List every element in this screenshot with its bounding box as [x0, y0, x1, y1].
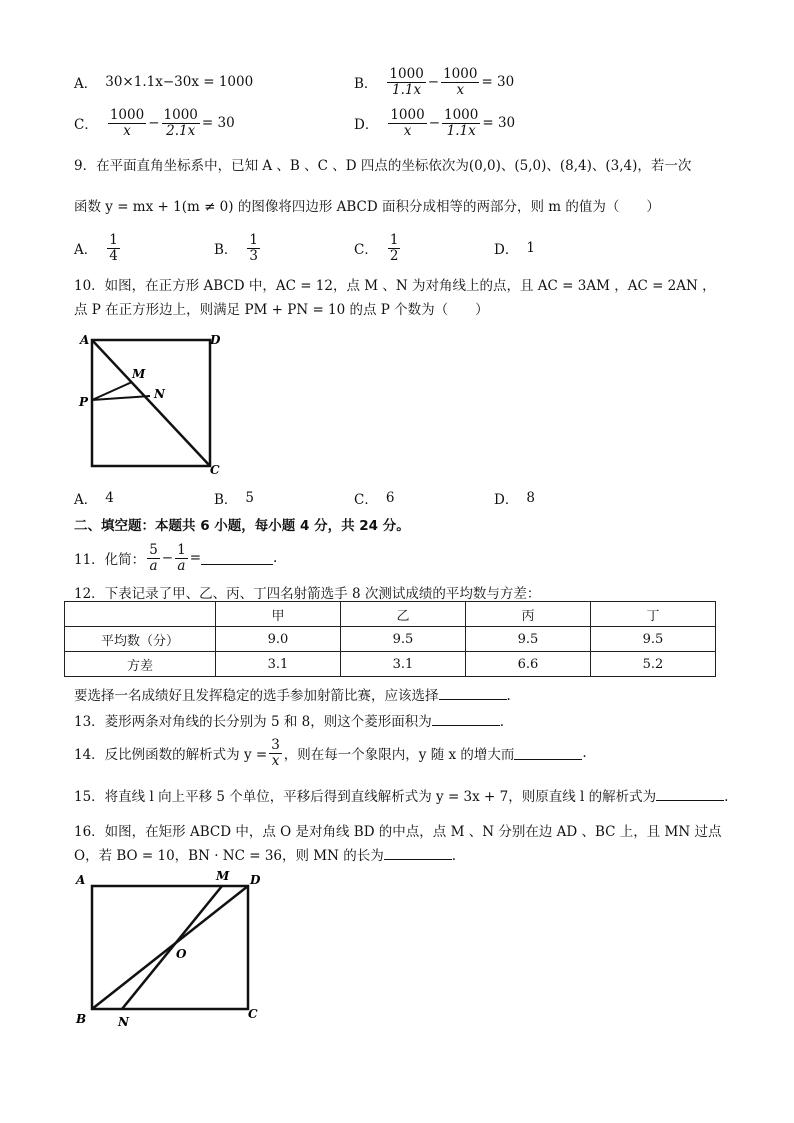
- label-o: O: [176, 947, 187, 961]
- q10-stem-line-1: 10．如图，在正方形 ABCD 中，AC = 12，点 M 、N 为对角线上的点，且 AC = 3AM ，AC = 2AN ，: [74, 278, 716, 294]
- label-a: A: [80, 333, 90, 347]
- denominator: 2.1x: [166, 122, 196, 139]
- equals-sign: =: [189, 550, 201, 566]
- table-cell: 9.5: [466, 627, 591, 652]
- denominator: a: [177, 557, 186, 574]
- label-c: C: [210, 463, 220, 477]
- minus-sign: −: [428, 115, 440, 131]
- q9-option-d: [494, 228, 535, 268]
- option-value: 4: [105, 490, 114, 506]
- numerator: 1: [177, 542, 186, 559]
- minus-sign: −: [427, 74, 440, 90]
- q8-option-b: [354, 62, 514, 102]
- denominator: 2: [389, 247, 399, 264]
- fraction: [147, 543, 160, 572]
- table-cell: 平均数（分）: [65, 627, 216, 652]
- label-d: D: [250, 873, 261, 887]
- table-cell: 9.5: [341, 627, 466, 652]
- period: .: [499, 714, 505, 730]
- table-cell: 9.5: [591, 627, 716, 652]
- q12-question-text: 要选择一名成绩好且发挥稳定的选手参加射箭比赛，应该选择: [74, 688, 439, 704]
- q16-text: O，若 BO = 10，BN · NC = 36，则 MN 的长为: [74, 848, 384, 864]
- q11: [74, 538, 277, 578]
- fraction: [269, 738, 282, 767]
- option-letter: B．: [214, 242, 238, 258]
- denominator: 3: [249, 247, 259, 264]
- table-cell: 方差: [65, 652, 216, 677]
- option-letter: C．: [354, 492, 378, 508]
- denominator: 1.1x: [392, 81, 422, 98]
- period: .: [506, 688, 511, 704]
- q8-options-row-1: [74, 62, 754, 102]
- q11-suffix: .: [273, 550, 278, 566]
- table-cell: 3.1: [216, 652, 341, 677]
- answer-blank[interactable]: [384, 847, 452, 860]
- answer-blank[interactable]: [514, 747, 582, 760]
- period: .: [724, 789, 729, 805]
- q12-stem: 12．下表记录了甲、乙、丙、丁四名射箭选手 8 次测试成绩的平均数与方差：: [74, 586, 541, 602]
- numerator: 1000: [109, 107, 145, 124]
- q15-text: 15．将直线 l 向上平移 5 个单位，平移后得到直线解析式为 y = 3x + 7，则原直线 l 的解析式为: [74, 789, 657, 805]
- q10-options-row: [74, 478, 754, 518]
- q12-question: [74, 684, 511, 704]
- denominator: x: [123, 122, 131, 139]
- option-value: 1: [526, 240, 535, 256]
- q10-option-a: [74, 478, 114, 518]
- q14-prefix: 14．反比例函数的解析式为 y =: [74, 747, 268, 763]
- fraction: [247, 233, 260, 262]
- fraction: [442, 108, 480, 137]
- option-value: 6: [385, 490, 395, 506]
- q10-option-c: [354, 478, 394, 518]
- label-n: N: [154, 387, 165, 401]
- label-p: P: [79, 395, 89, 409]
- table-header-cell: 乙: [341, 602, 466, 627]
- option-letter: B．: [214, 492, 238, 508]
- period: .: [451, 848, 457, 864]
- fraction: [107, 233, 120, 262]
- table-cell: 5.2: [591, 652, 716, 677]
- fraction: [108, 108, 146, 137]
- fraction: [388, 233, 401, 262]
- q9-option-b: [214, 228, 262, 268]
- q10-stem-line-2: 点 P 在正方形边上，则满足 PM + PN = 10 的点 P 个数为（ ）: [74, 302, 489, 318]
- fraction: [162, 108, 200, 137]
- q16-stem-line-1: 16．如图，在矩形 ABCD 中，点 O 是对角线 BD 的中点，点 M 、N 分别在边 AD 、BC 上，且 MN 过点: [74, 824, 722, 840]
- answer-blank[interactable]: [439, 687, 507, 700]
- numerator: 1: [389, 232, 399, 249]
- label-b: B: [76, 1012, 87, 1026]
- q10-square-figure: [72, 330, 232, 480]
- denominator: x: [456, 81, 465, 98]
- label-m: M: [132, 367, 146, 381]
- diagonal-bd: [92, 886, 248, 1009]
- q11-prefix: 11．化简：: [74, 552, 146, 568]
- fraction: [175, 543, 188, 572]
- option-letter: A．: [74, 242, 98, 258]
- table-cell: 9.0: [216, 627, 341, 652]
- table-header-cell: 丙: [466, 602, 591, 627]
- numerator: 1: [249, 232, 259, 249]
- option-value: 8: [526, 490, 535, 506]
- numerator: 3: [271, 737, 280, 754]
- numerator: 1000: [163, 107, 198, 124]
- table-header-cell: 甲: [216, 602, 341, 627]
- option-rhs: = 30: [482, 115, 516, 131]
- label-m: M: [216, 869, 230, 883]
- diagonal-ac: [92, 340, 210, 466]
- table-header-cell: 丁: [591, 602, 716, 627]
- q13: [74, 710, 504, 730]
- q15: [74, 785, 728, 805]
- option-letter: C．: [354, 242, 378, 258]
- q16-rectangle-figure: [70, 866, 270, 1031]
- option-letter: D．: [494, 492, 519, 508]
- minus-sign: −: [161, 550, 174, 566]
- table-row: [65, 627, 716, 652]
- table-header-row: [65, 602, 716, 627]
- denominator: x: [403, 122, 412, 139]
- option-letter: C．: [74, 117, 98, 133]
- answer-blank[interactable]: [656, 788, 724, 801]
- q13-text: 13．菱形两条对角线的长分别为 5 和 8，则这个菱形面积为: [74, 714, 432, 730]
- option-rhs: = 30: [481, 74, 515, 90]
- q12-score-table: [64, 601, 716, 677]
- table-row: [65, 652, 716, 677]
- label-d: D: [210, 333, 221, 347]
- period: .: [582, 745, 587, 761]
- option-letter: A．: [74, 76, 98, 92]
- q8-option-d: [354, 103, 515, 143]
- option-value: 5: [245, 490, 255, 506]
- q14-suffix: ，则在每一个象限内，y 随 x 的增大而: [283, 747, 515, 763]
- q8-option-c: [74, 103, 235, 143]
- option-letter: A．: [74, 492, 98, 508]
- q9-option-c: [354, 228, 402, 268]
- q9-stem-line-2: 函数 y = mx + 1(m ≠ 0) 的图像将四边形 ABCD 面积分成相等的两部分，则 m 的值为（ ）: [74, 199, 660, 215]
- fraction: [388, 108, 426, 137]
- table-cell: 6.6: [466, 652, 591, 677]
- denominator: 1.1x: [446, 122, 476, 139]
- option-expression: 30×1.1x−30x = 1000: [105, 74, 254, 90]
- q14: [74, 732, 587, 774]
- q8-option-a: [74, 62, 253, 102]
- option-rhs: = 30: [201, 115, 235, 131]
- q9-option-a: [74, 228, 122, 268]
- label-n: N: [118, 1015, 129, 1029]
- fraction: [441, 67, 479, 96]
- denominator: x: [271, 752, 280, 769]
- table-header-cell: [65, 602, 216, 627]
- answer-blank[interactable]: [201, 552, 273, 565]
- section-2-title: 二、填空题：本题共 6 小题，每小题 4 分，共 24 分。: [74, 518, 410, 534]
- table-cell: 3.1: [341, 652, 466, 677]
- denominator: a: [149, 557, 158, 574]
- minus-sign: −: [148, 115, 160, 131]
- q16-stem-line-2: [74, 844, 456, 864]
- option-letter: B．: [354, 76, 378, 92]
- q8-options-row-2: [74, 103, 754, 143]
- option-letter: D．: [494, 242, 519, 258]
- numerator: 1000: [443, 66, 478, 83]
- label-c: C: [248, 1007, 258, 1021]
- q9-stem-line-1: 9．在平面直角坐标系中，已知 A 、B 、C 、D 四点的坐标依次为(0,0)、(5,0)、(8,4)、(3,4)，若一次: [74, 158, 692, 174]
- q10-option-b: [214, 478, 254, 518]
- denominator: 4: [109, 247, 118, 264]
- q9-options-row: [74, 228, 754, 268]
- option-letter: D．: [354, 117, 379, 133]
- answer-blank[interactable]: [432, 713, 500, 726]
- numerator: 1: [109, 232, 118, 249]
- numerator: 1000: [389, 66, 424, 83]
- numerator: 1000: [444, 107, 479, 124]
- label-a: A: [76, 873, 86, 887]
- segment-mn: [122, 886, 222, 1009]
- numerator: 1000: [390, 107, 425, 124]
- q10-option-d: [494, 478, 535, 518]
- numerator: 5: [149, 542, 158, 559]
- fraction: [387, 67, 425, 96]
